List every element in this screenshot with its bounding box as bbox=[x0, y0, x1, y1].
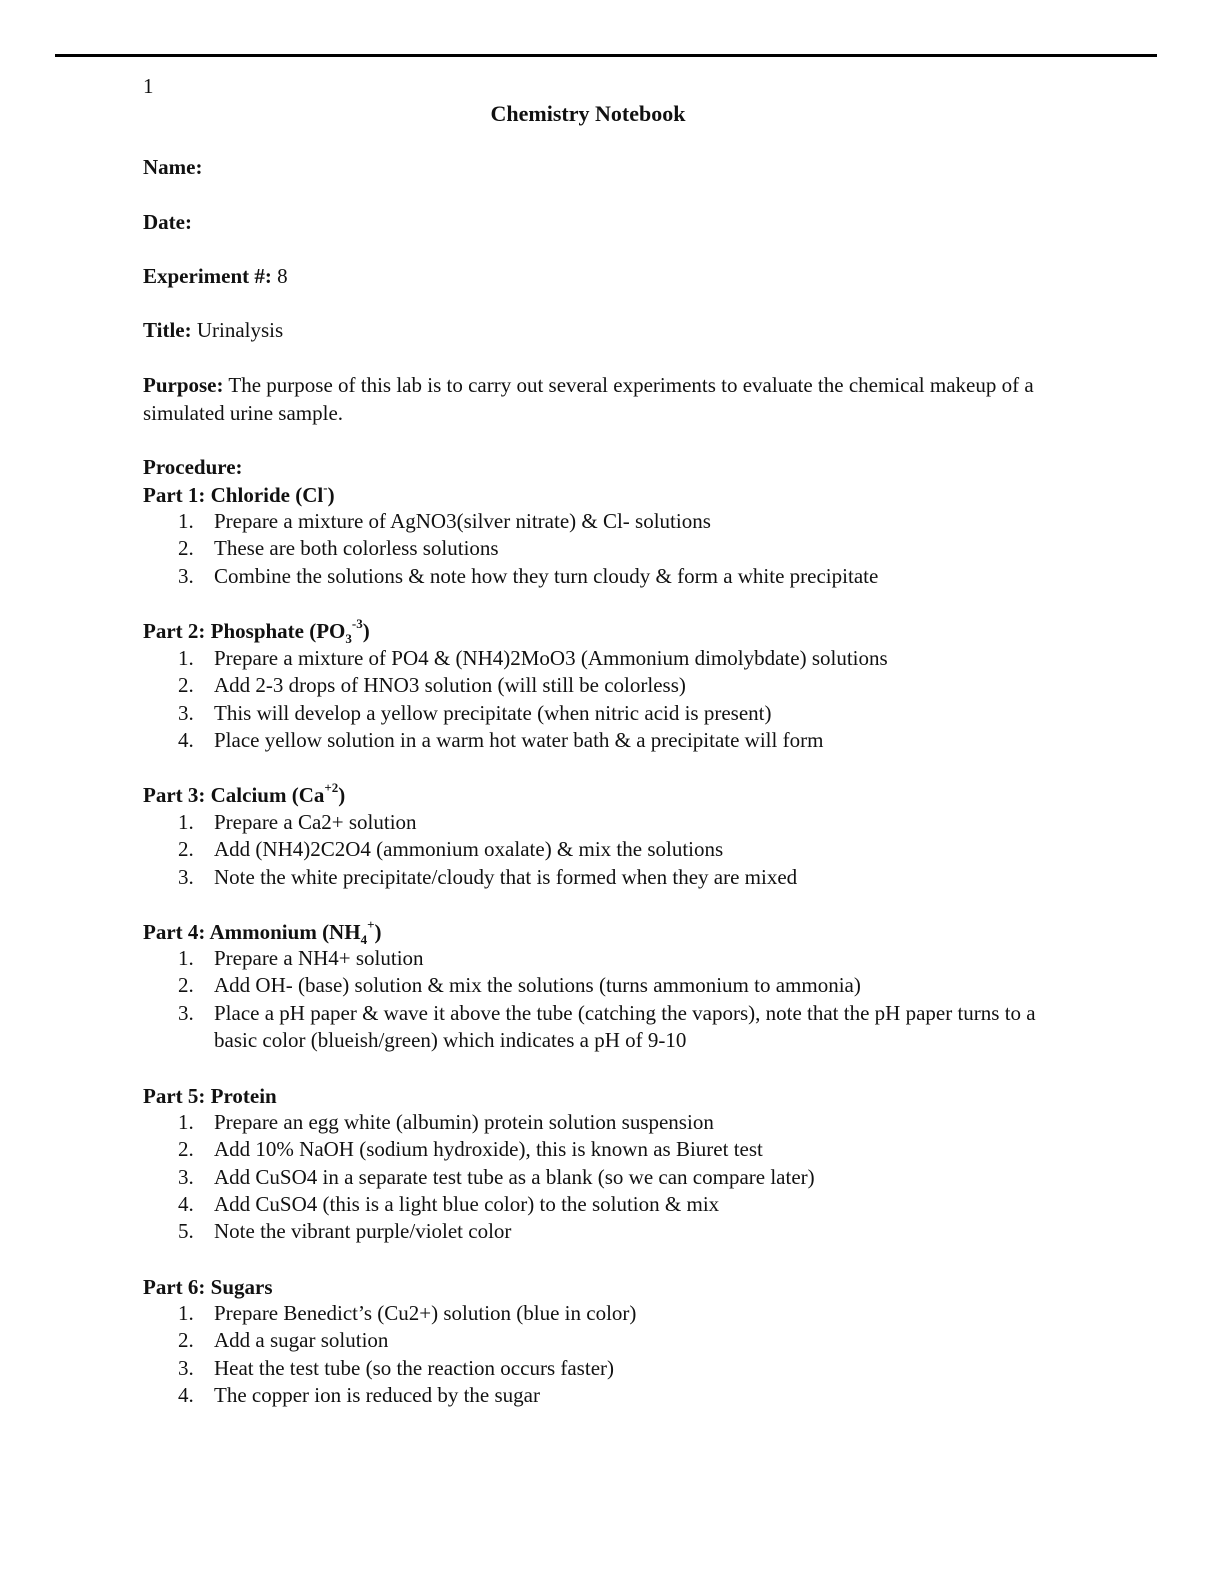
list-item bbox=[143, 1355, 1073, 1382]
part-heading-sup: +2 bbox=[324, 780, 339, 795]
list-item bbox=[143, 1136, 1073, 1163]
part-heading bbox=[143, 1273, 273, 1301]
list-item bbox=[143, 1000, 1073, 1055]
part-heading-text: Part 6: Sugars bbox=[143, 1275, 273, 1299]
step-text: Note the white precipitate/cloudy that is formed when they are mixed bbox=[214, 864, 798, 889]
step-text: Place yellow solution in a warm hot water bath & a precipitate will form bbox=[214, 727, 824, 752]
part-heading-end: ) bbox=[374, 920, 382, 944]
step-number: 1. bbox=[178, 1110, 194, 1134]
header-rule bbox=[55, 54, 1157, 57]
list-item bbox=[143, 836, 1073, 863]
step-number: 3. bbox=[178, 563, 194, 588]
step-text: Add OH- (base) solution & mix the solutions (turns ammonium to ammonia) bbox=[214, 973, 861, 998]
experiment-value: 8 bbox=[277, 264, 288, 288]
part-5-steps bbox=[143, 1109, 1073, 1245]
step-number: 3. bbox=[178, 1355, 194, 1380]
experiment-label: Experiment #: bbox=[143, 264, 272, 288]
part-heading-text: Part 5: Protein bbox=[143, 1084, 277, 1108]
list-item bbox=[143, 1382, 1073, 1409]
list-item bbox=[143, 809, 1073, 836]
step-text: Add CuSO4 (this is a light blue color) to the solution & mix bbox=[214, 1191, 720, 1216]
procedure-heading: Procedure: bbox=[143, 455, 243, 479]
part-heading-text: Part 3: Calcium (Ca bbox=[143, 783, 325, 807]
part-heading bbox=[143, 918, 381, 946]
list-item bbox=[143, 645, 1073, 672]
list-item bbox=[143, 535, 1073, 562]
step-number: 4. bbox=[178, 727, 194, 752]
step-number: 3. bbox=[178, 1000, 194, 1025]
step-text: Add (NH4)2C2O4 (ammonium oxalate) & mix the solutions bbox=[214, 837, 724, 862]
step-number: 2. bbox=[178, 1328, 194, 1353]
part-heading-sub: 4 bbox=[360, 932, 368, 948]
part-heading-sup: - bbox=[323, 480, 328, 495]
step-text: These are both colorless solutions bbox=[214, 536, 499, 561]
list-item bbox=[143, 672, 1073, 699]
step-text: The copper ion is reduced by the sugar bbox=[214, 1382, 540, 1407]
step-text: Prepare an egg white (albumin) protein solution suspension bbox=[214, 1110, 714, 1134]
title-value: Urinalysis bbox=[196, 318, 284, 342]
part-heading bbox=[143, 1082, 277, 1110]
step-text: Add 2-3 drops of HNO3 solution (will still be colorless) bbox=[214, 673, 686, 698]
part-4-steps bbox=[143, 945, 1073, 1054]
step-text: Prepare Benedict’s (Cu2+) solution (blue in color) bbox=[214, 1301, 637, 1325]
list-item bbox=[143, 1327, 1073, 1354]
step-text: Prepare a NH4+ solution bbox=[214, 946, 424, 970]
part-heading-sup: + bbox=[367, 917, 375, 932]
part-heading bbox=[143, 617, 370, 645]
title-label: Title: bbox=[143, 318, 192, 342]
purpose-value: The purpose of this lab is to carry out several experiments to evaluate the chemical makeup of a simulated urine sample. bbox=[143, 373, 1034, 425]
step-number: 2. bbox=[178, 1137, 194, 1162]
step-text: Place a pH paper & wave it above the tube (catching the vapors), note that the pH paper turns to a basic color (blueish/green) which indicates a pH of 9-10 bbox=[214, 1000, 1036, 1052]
part-heading-text: Part 1: Chloride (Cl bbox=[143, 483, 324, 507]
list-item bbox=[143, 1300, 1073, 1327]
part-2-steps bbox=[143, 645, 1073, 754]
step-number: 5. bbox=[178, 1219, 194, 1244]
step-text: Prepare a mixture of AgNO3(silver nitrate) & Cl- solutions bbox=[214, 509, 711, 533]
list-item bbox=[143, 864, 1073, 891]
step-text: Add a sugar solution bbox=[214, 1328, 389, 1353]
name-label: Name: bbox=[143, 155, 203, 179]
step-number: 1. bbox=[178, 646, 194, 670]
list-item bbox=[143, 1164, 1073, 1191]
step-number: 4. bbox=[178, 1382, 194, 1407]
step-number: 2. bbox=[178, 673, 194, 698]
part-heading-end: ) bbox=[362, 619, 370, 643]
step-text: Prepare a mixture of PO4 & (NH4)2MoO3 (Ammonium dimolybdate) solutions bbox=[214, 646, 888, 670]
list-item bbox=[143, 1109, 1073, 1136]
purpose-label: Purpose: bbox=[143, 373, 224, 397]
part-heading-end: ) bbox=[327, 483, 335, 507]
name-field bbox=[143, 153, 202, 181]
step-text: This will develop a yellow precipitate (when nitric acid is present) bbox=[214, 700, 772, 725]
part-heading bbox=[143, 781, 345, 809]
part-heading-text: Part 2: Phosphate (PO bbox=[143, 619, 346, 643]
step-number: 2. bbox=[178, 973, 194, 998]
step-number: 4. bbox=[178, 1191, 194, 1216]
part-heading-text: Part 4: Ammonium (NH bbox=[143, 920, 361, 944]
list-item bbox=[143, 1218, 1073, 1245]
list-item bbox=[143, 972, 1073, 999]
step-number: 3. bbox=[178, 1164, 194, 1189]
step-text: Add CuSO4 in a separate test tube as a blank (so we can compare later) bbox=[214, 1164, 815, 1189]
list-item bbox=[143, 508, 1073, 535]
step-number: 3. bbox=[178, 700, 194, 725]
part-heading bbox=[143, 481, 335, 509]
step-number: 2. bbox=[178, 536, 194, 561]
step-text: Note the vibrant purple/violet color bbox=[214, 1219, 512, 1244]
list-item bbox=[143, 945, 1073, 972]
part-heading-sup: -3 bbox=[351, 616, 363, 631]
experiment-field bbox=[143, 262, 288, 290]
document-title: Chemistry Notebook bbox=[490, 101, 686, 126]
step-number: 1. bbox=[178, 946, 194, 970]
step-number: 1. bbox=[178, 509, 194, 533]
part-6-steps bbox=[143, 1300, 1073, 1409]
part-heading-end: ) bbox=[338, 783, 346, 807]
page-number: 1 bbox=[143, 74, 154, 98]
list-item bbox=[143, 1191, 1073, 1218]
step-text: Heat the test tube (so the reaction occurs faster) bbox=[214, 1355, 614, 1380]
step-number: 1. bbox=[178, 1301, 194, 1325]
step-text: Prepare a Ca2+ solution bbox=[214, 810, 417, 834]
part-1-steps bbox=[143, 508, 1073, 590]
step-number: 1. bbox=[178, 810, 194, 834]
part-heading-sub: 3 bbox=[345, 631, 352, 647]
date-field bbox=[143, 208, 192, 236]
step-number: 2. bbox=[178, 837, 194, 862]
step-number: 3. bbox=[178, 864, 194, 889]
step-text: Combine the solutions & note how they turn cloudy & form a white precipitate bbox=[214, 563, 879, 588]
step-text: Add 10% NaOH (sodium hydroxide), this is known as Biuret test bbox=[214, 1137, 763, 1162]
date-label: Date: bbox=[143, 210, 192, 234]
list-item bbox=[143, 700, 1073, 727]
part-3-steps bbox=[143, 809, 1073, 891]
purpose-field bbox=[143, 371, 1073, 427]
list-item bbox=[143, 727, 1073, 754]
list-item bbox=[143, 563, 1073, 590]
title-field bbox=[143, 316, 283, 344]
